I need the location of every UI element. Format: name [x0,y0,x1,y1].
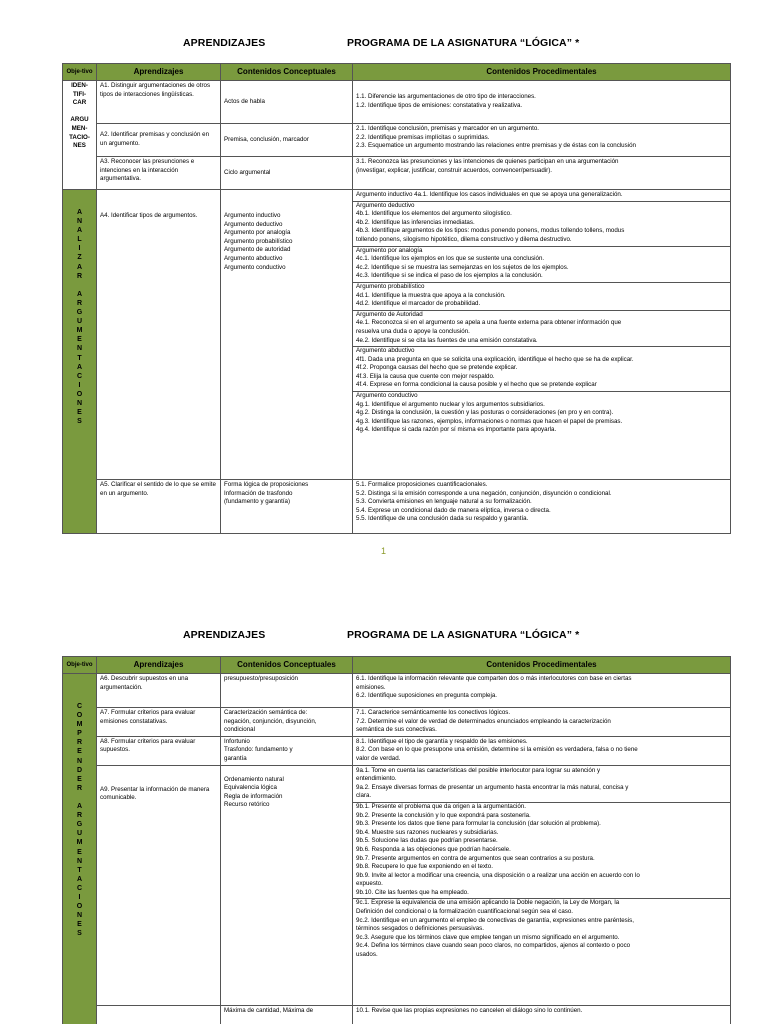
table-row [63,708,731,737]
aprendizaje-a1: A1. Distinguir argumentaciones de otros tipos de interacciones lingüísticas. [97,81,221,124]
table-header-row [63,657,731,674]
block-conductivo: Argumento conductivo 4g.1. Identifique el argumento nuclear y los argumentos subsidiarios. 4g.2. Distinga la conclusión, la cuestión y las posturas o consideraciones (en pro y en contra). 4g.3. Identifique las razones, ejemplos, informaciones o normas que hacen el papel de premisas. 4g.4. Identifique si cada razón por sí misma es importante para apoyarla. [353,391,730,435]
table-row [63,157,731,190]
concepto-a7: Caracterización semántica de: negación, conjunción, disyunción, condicional [221,708,353,737]
table-header-row [63,64,731,81]
procedimiento-a3: 3.1. Reconozca las presunciones y las intenciones de quienes participan en una argumentación (investigar, explicar, justificar, construir acuerdos, convencer/persuadir). [353,157,731,190]
procedimiento-a1: 1.1. Diferencie las argumentaciones de otro tipo de interacciones. 1.2. Identifique tipos de emisiones: constatativa y realizativa. [353,81,731,124]
concepto-a4: Argumento inductivo Argumento deductivo Argumento por analogía Argumento probabilístico Argumento de autoridad Argumento abductivo Argumento conductivo [221,190,353,480]
table-row [63,765,731,1005]
procedimiento-a6: 6.1. Identifique la información relevante que comparten dos o más interlocutores con base en ciertas emisiones. 6.2. Identifique suposiciones en pregunta compleja. [353,674,731,708]
concepto-a8: Infortunio Trasfondo: fundamento y garantía [221,736,353,765]
table-row [63,480,731,534]
table-row [63,190,731,480]
col-header-procedimentales: Contenidos Procedimentales [353,64,731,81]
table-row [63,81,731,124]
col-header-objetivo: Obje-tivo [63,657,97,674]
aprendizaje-a3: A3. Reconocer las presunciones e intenciones en la interacción argumentativa. [97,157,221,190]
col-header-conceptuales: Contenidos Conceptuales [221,64,353,81]
aprendizaje-a7: A7. Formular criterios para evaluar emisiones constatativas. [97,708,221,737]
block-9c: 9c.1. Exprese la equivalencia de una emisión aplicando la Doble negación, la Ley de Morgan, la Definición del condicional o la formalización cuantificacional según sea el caso. 9c.2. Identifique en un argumento el empleo de conectivas de garantía, expresiones entre paréntesis, términos sesgados o definiciones persuasivas. 9c.3. Asegure que los términos clave que emplee tengan un mismo significado en el argumento. 9c.4. Defina los términos clave cuando sean poco claros, no compartidos, ajenos al contexto o poco usados. [353,898,730,959]
aprendizaje-a4: A4. Identificar tipos de argumentos. [97,190,221,480]
procedimiento-a8: 8.1. Identifique el tipo de garantía y respaldo de las emisiones. 8.2. Con base en lo que presupone una emisión, determine si la emisión es verdadera, falsa o no tiene valor de verdad. [353,736,731,765]
header-aprendizajes: APRENDIZAJES [183,37,266,49]
procedimiento-a9: 9a.1. Tome en cuenta las características del posible interlocutor para lograr su atención y entendimiento. 9a.2. Ensaye diversas formas de presentar un argumento hasta encontrar la más natural, concisa y clara. 9b.1. Presente el problema que da origen a la argumentación. 9b.2. Presente la conclusión y lo que expondrá para sostenerla. 9b.3. Presente los datos que tiene para formular la conclusión (dar solución al problema). 9b.4. Muestre sus razones nucleares y subsidiarias. 9b.5. Solucione las dudas que podrían presentarse. 9b.6. Responda a las objeciones que podrían hacérsele. 9b.7. Presente argumentos en contra de argumentos que sean contrarios a su postura. 9b.8. Recupere lo que fue exponiendo en el texto. 9b.9. Invite al lector a modificar una creencia, una disposición o a realizar una acción en acuerdo con lo expuesto. 9b.10. Cite las fuentes que ha empleado. 9c.1. Exprese la equivalencia de una emisión aplicando la Doble negación, la Ley de Morgan, la Definición del condicional o la formalización cuantificacional según sea el caso. 9c.2. Identifique en un argumento el empleo de conectivas de garantía, expresiones entre paréntesis, términos sesgados o definiciones persuasivas. 9c.3. Asegure que los términos clave que emplee tengan un mismo significado en el argumento. 9c.4. Defina los términos clave cuando sean poco claros, no compartidos, ajenos al contexto o poco usados. [353,765,731,1005]
concepto-a3: Ciclo argumental [221,157,353,190]
procedimiento-a10: 10.1. Revise que las propias expresiones no cancelen el diálogo sino lo continúen. [353,1005,731,1024]
page-number: 1 [381,546,387,556]
objective-cell-identificar: IDEN- TIFI- CAR ARGU MEN- TACIO- NES [63,81,97,190]
concepto-a2: Premisa, conclusión, marcador [221,124,353,157]
aprendizaje-a8: A8. Formular criterios para evaluar supuestos. [97,736,221,765]
block-probabilistico: Argumento probabilístico 4d.1. Identifique la muestra que apoya a la conclusión. 4d.2. Identifique el marcador de probabilidad. [353,282,730,309]
concepto-a6: presupuesto/presuposición [221,674,353,708]
document-page-2 [0,600,768,1024]
table-row [63,736,731,765]
aprendizaje-a10 [97,1005,221,1024]
block-autoridad: Argumento de Autoridad 4e.1. Reconozca si en el argumento se apela a una fuente externa para obtener información que resuelva una duda o apoye la conclusión. 4e.2. Identifique si se cita las fuentes de una emisión constatativa. [353,310,730,345]
header-programa: PROGRAMA DE LA ASIGNATURA “LÓGICA” * [347,37,580,49]
concepto-a10: Máxima de cantidad, Máxima de [221,1005,353,1024]
header-programa: PROGRAMA DE LA ASIGNATURA “LÓGICA” * [347,629,580,641]
col-header-aprendizajes: Aprendizajes [97,64,221,81]
concepto-a5: Forma lógica de proposiciones Información de trasfondo (fundamento y garantía) [221,480,353,534]
col-header-aprendizajes: Aprendizajes [97,657,221,674]
objective-cell-comprender: C O M P R E N D E R A R G U M E N T A C I O N E S [63,674,97,1024]
col-header-conceptuales: Contenidos Conceptuales [221,657,353,674]
aprendizaje-a5: A5. Clarificar el sentido de lo que se emite en un argumento. [97,480,221,534]
objective-cell-analizar: A N A L I Z A R A R G U M E N T A C I O N E S [63,190,97,534]
aprendizaje-a9: A9. Presentar la información de manera comunicable. [97,765,221,1005]
block-deductivo: Argumento deductivo 4b.1. Identifique los elementos del argumento silogístico. 4b.2. Identifique las inferencias inmediatas. 4b.3. Identifique argumentos de los tipos: modus ponendo ponens, modus tollendo tollens, modus tollendo ponens, silogismo hipotético, dilema constructivo y dilema destructivo. [353,201,730,245]
aprendizaje-a2: A2. Identificar premisas y conclusión en un argumento. [97,124,221,157]
table-row [63,124,731,157]
procedimiento-a2: 2.1. Identifique conclusión, premisas y marcador en un argumento. 2.2. Identifique premisas implícitas o suprimidas. 2.3. Esquematice un argumento mostrando las relaciones entre premisas y de éstas con la conclusión [353,124,731,157]
concepto-a1: Actos de habla [221,81,353,124]
col-header-objetivo: Obje-tivo [63,64,97,81]
learning-table-1 [62,63,731,534]
procedimiento-a5: 5.1. Formalice proposiciones cuantificacionales. 5.2. Distinga si la emisión corresponde a una negación, conjunción, disyunción o condicional. 5.3. Convierta emisiones en lenguaje natural a su formalización. 5.4. Exprese un condicional dado de manera elíptica, inversa o directa. 5.5. Identifique de una conclusión dada su respaldo y garantía. [353,480,731,534]
header-aprendizajes: APRENDIZAJES [183,629,266,641]
block-9b: 9b.1. Presente el problema que da origen a la argumentación. 9b.2. Presente la conclusión y lo que expondrá para sostenerla. 9b.3. Presente los datos que tiene para formular la conclusión (dar solución al problema). 9b.4. Muestre sus razones nucleares y subsidiarias. 9b.5. Solucione las dudas que podrían presentarse. 9b.6. Responda a las objeciones que podrían hacérsele. 9b.7. Presente argumentos en contra de argumentos que sean contrarios a su postura. 9b.8. Recupere lo que fue exponiendo en el texto. 9b.9. Invite al lector a modificar una creencia, una disposición o a realizar una acción en acuerdo con lo expuesto. 9b.10. Cite las fuentes que ha empleado. [353,802,730,898]
aprendizaje-a6: A6. Descubrir supuestos en una argumentación. [97,674,221,708]
table-row [63,674,731,708]
learning-table-2 [62,656,731,1024]
concepto-a9: Ordenamiento natural Equivalencia lógica Regla de información Recurso retórico [221,765,353,1005]
block-analogia: Argumento por analogía 4c.1. Identifique los ejemplos en los que se sustente una conclusión. 4c.2. Identifique si se muestra las semejanzas en los sujetos de los ejemplos. 4c.3. Identifique si se indica el paso de los ejemplos a la conclusión. [353,246,730,281]
procedimiento-a4: Argumento inductivo 4a.1. Identifique los casos individuales en que se apoya una generalización. Argumento deductivo 4b.1. Identifique los elementos del argumento silogístico. 4b.2. Identifique las inferencias inmediatas. 4b.3. Identifique argumentos de los tipos: modus ponendo ponens, modus tollendo tollens, modus tollendo ponens, silogismo hipotético, dilema constructivo y dilema destructivo. Argumento por analogía 4c.1. Identifique los ejemplos en los que se sustente una conclusión. 4c.2. Identifique si se muestra las semejanzas en los sujetos de los ejemplos. 4c.3. Identifique si se indica el paso de los ejemplos a la conclusión. Argumento probabilístico 4d.1. Identifique la muestra que apoya a la conclusión. 4d.2. Identifique el marcador de probabilidad. Argumento de Autoridad 4e.1. Reconozca si en el argumento se apela a una fuente externa para obtener información que resuelva una duda o apoye la conclusión. 4e.2. Identifique si se cita las fuentes de una emisión constatativa. Argumento abductivo 4f1. Dada una pregunta en que se solicita una explicación, identifique el hecho que se ha de explicar. 4f.2. Proponga causas del hecho que se pretende explicar. 4f.3. Elija la causa que cuente con mejor respaldo. 4f.4. Exprese en forma condicional la causa posible y el hecho que se pretende explicar Argumento conductivo 4g.1. Identifique el argumento nuclear y los argumentos subsidiarios. 4g.2. Distinga la conclusión, la cuestión y las posturas o consideraciones (en pro y en contra). 4g.3. Identifique las razones, ejemplos, informaciones o normas que hacen el papel de premisas. 4g.4. Identifique si cada razón por sí misma es importante para apoyarla. [353,190,731,480]
table-row [63,1005,731,1024]
block-abductivo: Argumento abductivo 4f1. Dada una pregunta en que se solicita una explicación, identifique el hecho que se ha de explicar. 4f.2. Proponga causas del hecho que se pretende explicar. 4f.3. Elija la causa que cuente con mejor respaldo. 4f.4. Exprese en forma condicional la causa posible y el hecho que se pretende explicar [353,346,730,390]
col-header-procedimentales: Contenidos Procedimentales [353,657,731,674]
procedimiento-a7: 7.1. Caracterice semánticamente los conectivos lógicos. 7.2. Determine el valor de verdad de determinados enunciados empleando la caracterización semántica de sus conectivas. [353,708,731,737]
